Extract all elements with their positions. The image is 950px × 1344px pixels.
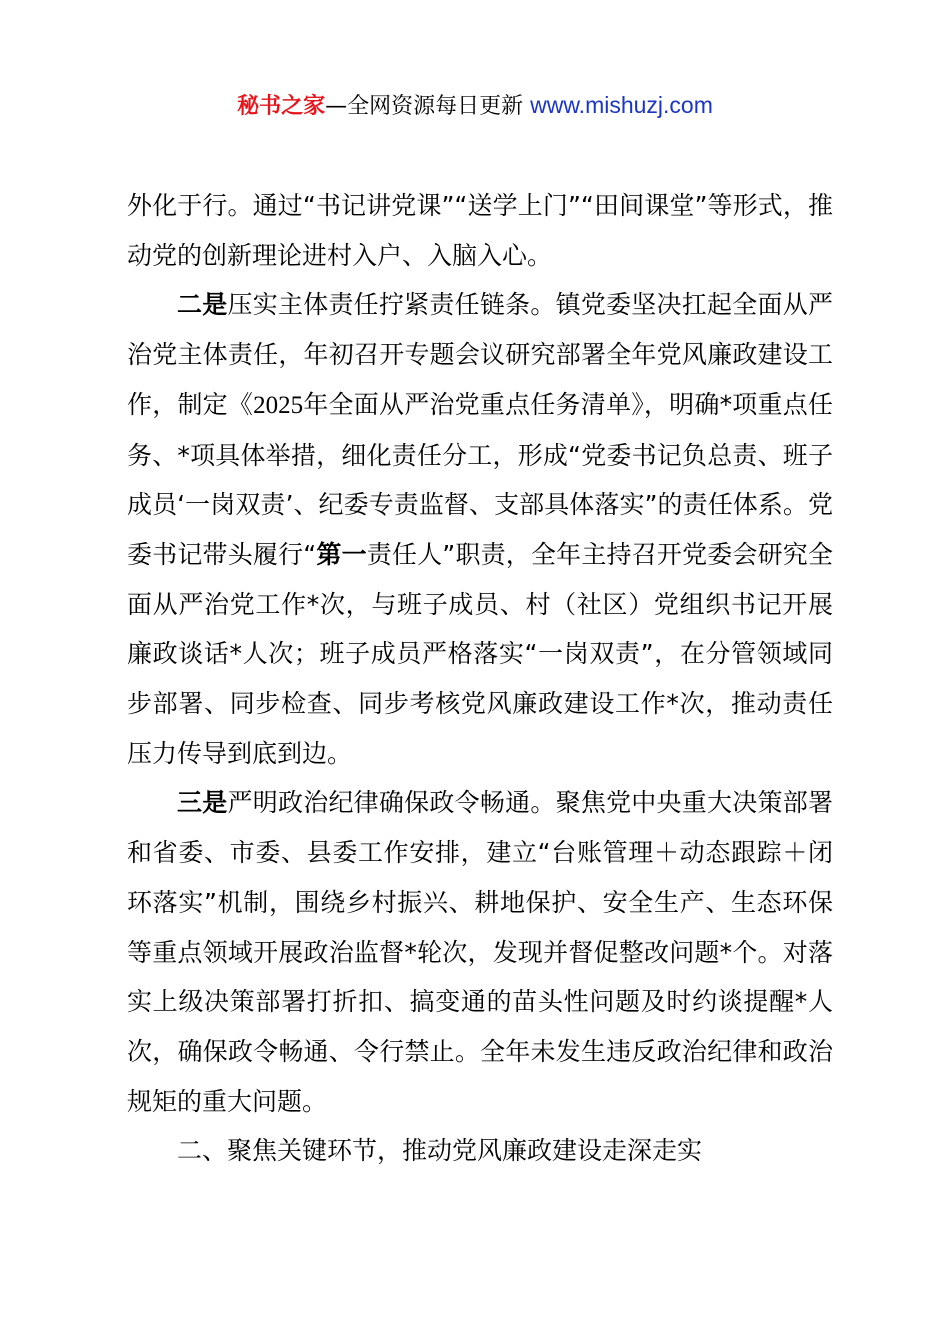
site-url-link[interactable]: www.mishuzj.com	[530, 92, 713, 118]
document-body	[127, 181, 833, 1176]
section-heading: 二、聚焦关键环节，推动党风廉政建设走深走实	[177, 1136, 703, 1166]
bold-emphasis: 第一	[316, 539, 367, 569]
paragraph-text: 严明政治纪律确保政令畅通。聚焦党中央重大决策部署和省委、市委、县委工作安排，建立“台账管理＋动态跟踪＋闭环落实”机制，围绕乡村振兴、耕地保护、安全生产、生态环保等重点领域开展政治监督*轮次，发现并督促整改问题*个。对落实上级决策部署打折扣、搞变通的苗头性问题及时约谈提醒*人次，确保政令畅通、令行禁止。全年未发生违反政治纪律和政治规矩的重大问题。	[127, 788, 833, 1116]
paragraph-text: 压实主体责任拧紧责任链条。镇党委坚决扛起全面从严治党主体责任，年初召开专题会议研究部署全年党风廉政建设工作，制定《	[127, 290, 833, 419]
year-number: 2025	[253, 391, 304, 419]
paragraph-lead-label: 二是	[177, 290, 228, 320]
paragraph-lead-label: 三是	[177, 788, 228, 818]
paragraph-text: 责任人”职责，全年主持召开党委会研究全面从严治党工作*次，与班子成员、村（社区）党组织书记开展廉政谈话*人次；班子成员严格落实“一岗双责”，在分管领域同步部署、同步检查、同步考核党风廉政建设工作*次，推动责任压力传导到底到边。	[127, 539, 833, 768]
paragraph-continuation: 外化于行。通过“书记讲党课”“送学上门”“田间课堂”等形式，推动党的创新理论进村入户、入脑入心。	[127, 191, 833, 270]
paragraph-text: 年全面从严治党重点任务清单》，明确*项重点任务、*项具体举措，细化责任分工，形成“党委书记负总责、班子成员‘一岗双责’、纪委专责监督、支部具体落实”的责任体系。党委书记带头履行“	[127, 389, 833, 569]
paragraph-responsibility	[127, 280, 833, 778]
brand-name: 秘书之家	[237, 94, 326, 119]
page-header	[0, 86, 950, 126]
header-tagline: —全网资源每日更新	[325, 94, 531, 119]
paragraph-discipline	[127, 778, 833, 1126]
